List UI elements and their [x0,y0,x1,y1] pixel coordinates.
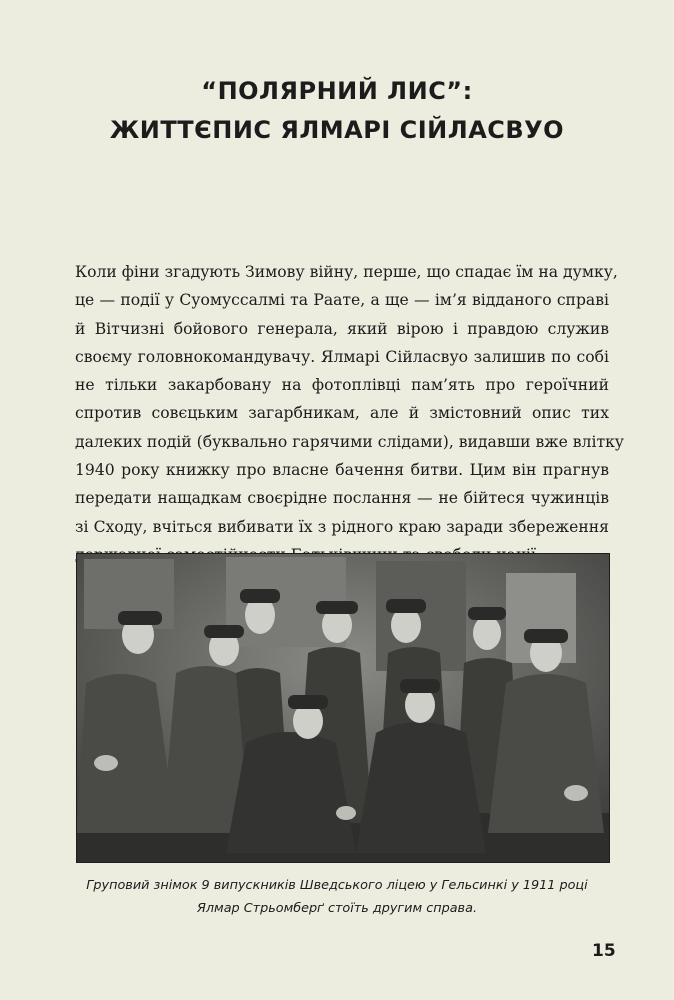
chapter-title [0,72,674,150]
paragraph-line: своєму головнокомандувачу. Ялмарі Сійласвуо залишив по собі [75,347,609,366]
chapter-title-line-1: “ПОЛЯРНИЙ ЛИС”: [201,77,473,105]
photo-caption [0,874,674,920]
caption-line-2: Ялмар Стрьомберґ стоїть другим справа. [196,901,478,916]
paragraph-line: це — події у Суомуссалмі та Раате, а ще — ім’я відданого справі [75,291,609,310]
paragraph-line: спротив совєцьким загарбникам, але й змістовний опис тих [75,404,609,423]
caption-line-1: Груповий знімок 9 випускників Шведського ліцею у Гельсинкі у 1911 році [86,878,588,893]
paragraph-line: 1940 року книжку про власне бачення битви. Цим він прагнув [75,461,609,480]
paragraph-line: далеких подій (буквально гарячими слідами), видавши вже влітку [75,432,624,451]
group-photo [76,553,610,863]
body-paragraph [75,258,624,569]
paragraph-line: передати нащадкам своєрідне послання — не бійтеся чужинців [75,489,609,508]
page-number: 15 [592,941,616,961]
paragraph-line: зі Сходу, вчіться вибивати їх з рідного краю заради збереження [75,517,609,536]
paragraph-line: Коли фіни згадують Зимову війну, перше, що спадає їм на думку, [75,263,618,281]
chapter-title-line-2: ЖИТТЄПИС ЯЛМАРІ СІЙЛАСВУО [109,116,565,144]
paragraph-line: й Вітчизні бойового генерала, який вірою і правдою служив [75,319,609,338]
paragraph-line: не тільки закарбовану на фотоплівці пам’ять про героїчний [75,376,609,395]
